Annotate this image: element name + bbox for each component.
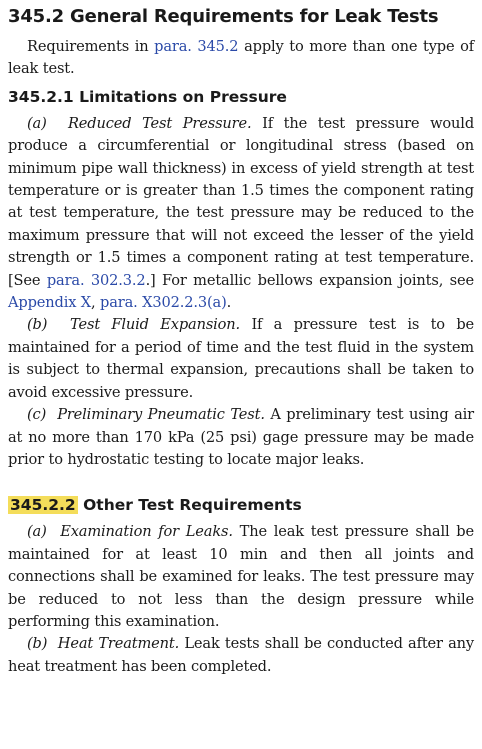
item-label: (c) [27,406,47,424]
subsection-title: Limitations on Pressure [79,87,287,106]
item-text: . [226,294,232,312]
subsection-title: Other Test Requirements [83,496,302,515]
item-title: Preliminary Pneumatic Test. [57,406,265,424]
item-title: Heat Treatment. [57,635,180,653]
section-title: General Requirements for Leak Tests [70,6,439,27]
item-text: A preliminary test using air at no more than 170 kPa (25 psi) gage pressure may be made prior to hydrostatic testing to locate major leaks. [8,406,474,468]
paragraph-reduced-test-pressure [8,113,474,315]
item-title: Reduced Test Pressure. [67,114,252,132]
subsection-heading-other-tests [8,493,474,517]
item-text: If a pressure test is to be maintained for a period of time and the test fluid in the system is subject to thermal expansion, precautions shall be taken to avoid excessive pressure. [8,316,475,401]
item-title: Test Fluid Expansion. [70,316,241,334]
item-text: Leak tests shall be conducted after any heat treatment has been completed. [8,635,474,675]
item-text: If the test pressure would produce a circumferential or longitudinal stress (based on minimum pipe wall thickness) in excess of yield strength at test temperature or is greater than 1.5 times the component rating at test temperature, the test pressure may be reduced to the maximum pressure that will not exceed the lesser of the yield strength or 1.5 times a component rating at test temperature. [See [8,114,475,289]
para-x302-link[interactable]: para. X302.2.3(a) [100,294,227,312]
paragraph-test-fluid-expansion [8,314,474,404]
highlighted-subsection-number: 345.2.2 [10,496,76,515]
section-heading [8,4,474,30]
section-number: 345.2 [8,6,64,27]
paragraph-preliminary-pneumatic-test [8,404,474,471]
item-text: , [91,294,101,312]
document-page [8,4,474,678]
item-label: (b) [27,316,48,334]
item-text: The leak test pressure shall be maintained for at least 10 min and then all joints and connections shall be examined for leaks. The test pressure may be reduced to not less than the design pressure while performing this examination. [8,523,474,630]
subsection-heading-limitations [8,85,474,109]
para-302-link[interactable]: para. 302.3.2 [46,271,146,289]
item-label: (a) [27,523,47,541]
item-title: Examination for Leaks. [60,523,233,541]
intro-paragraph [8,36,474,81]
paragraph-heat-treatment [8,633,474,678]
item-label: (b) [27,635,48,653]
paragraph-examination-for-leaks [8,521,474,633]
intro-text-after: apply to more than one type of leak test. [8,38,474,78]
intro-text-before: Requirements in [27,38,155,55]
item-text: .] For metallic bellows expansion joints, see [145,271,474,289]
appendix-x-link[interactable]: Appendix X [8,294,92,312]
item-label: (a) [27,114,47,132]
subsection-number: 345.2.1 [8,87,74,106]
intro-cross-reference-link[interactable]: para. 345.2 [154,38,239,55]
